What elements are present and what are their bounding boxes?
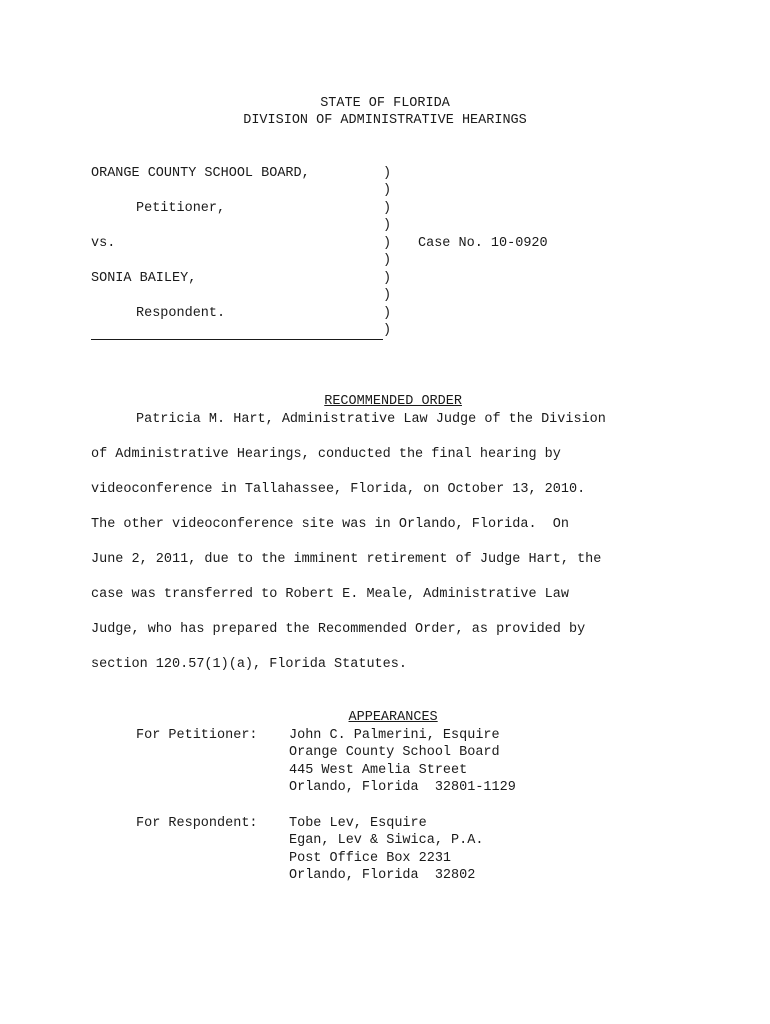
body-line: videoconference in Tallahassee, Florida, on October 13, 2010.	[91, 482, 586, 497]
address-line: Orlando, Florida 32801-1129	[289, 780, 516, 795]
body-line: case was transferred to Robert E. Meale, Administrative Law	[91, 587, 569, 602]
caption-paren: )	[383, 253, 392, 268]
address-line: Tobe Lev, Esquire	[289, 816, 427, 831]
petitioner-role: Petitioner,	[136, 201, 226, 216]
address-line: Post Office Box 2231	[289, 851, 452, 866]
versus-label: vs.	[91, 236, 116, 251]
appearances-heading: APPEARANCES	[348, 710, 438, 725]
order-title: RECOMMENDED ORDER	[324, 394, 462, 409]
respondent-name: SONIA BAILEY,	[91, 271, 197, 286]
address-line: Orlando, Florida 32802	[289, 868, 476, 883]
caption-paren: )	[383, 201, 392, 216]
body-line: Patricia M. Hart, Administrative Law Judge of the Division	[136, 412, 606, 427]
respondent-label: For Respondent:	[136, 816, 258, 831]
body-line: section 120.57(1)(a), Florida Statutes.	[91, 657, 407, 672]
address-line: 445 West Amelia Street	[289, 763, 468, 778]
order-title-wrap	[0, 376, 770, 410]
header-division: DIVISION OF ADMINISTRATIVE HEARINGS	[243, 113, 527, 128]
appearances-heading-wrap	[0, 692, 770, 726]
petitioner-name: ORANGE COUNTY SCHOOL BOARD,	[91, 166, 310, 181]
case-number: Case No. 10-0920	[418, 236, 548, 251]
body-line: of Administrative Hearings, conducted the final hearing by	[91, 447, 561, 462]
address-line: Egan, Lev & Siwica, P.A.	[289, 833, 484, 848]
header-state: STATE OF FLORIDA	[320, 96, 450, 111]
body-line: The other videoconference site was in Orlando, Florida. On	[91, 517, 569, 532]
caption-paren: )	[383, 166, 392, 181]
caption-paren: )	[383, 183, 392, 198]
respondent-role: Respondent.	[136, 306, 226, 321]
caption-paren: )	[383, 306, 392, 321]
address-line: John C. Palmerini, Esquire	[289, 728, 500, 743]
petitioner-label: For Petitioner:	[136, 728, 258, 743]
address-line: Orange County School Board	[289, 745, 500, 760]
caption-paren: )	[383, 288, 392, 303]
caption-underline-divider	[91, 339, 383, 340]
caption-paren: )	[383, 236, 392, 251]
body-line: June 2, 2011, due to the imminent retirement of Judge Hart, the	[91, 552, 602, 567]
caption-paren: )	[383, 218, 392, 233]
body-line: Judge, who has prepared the Recommended Order, as provided by	[91, 622, 586, 637]
caption-paren: )	[383, 323, 392, 338]
caption-paren: )	[383, 271, 392, 286]
